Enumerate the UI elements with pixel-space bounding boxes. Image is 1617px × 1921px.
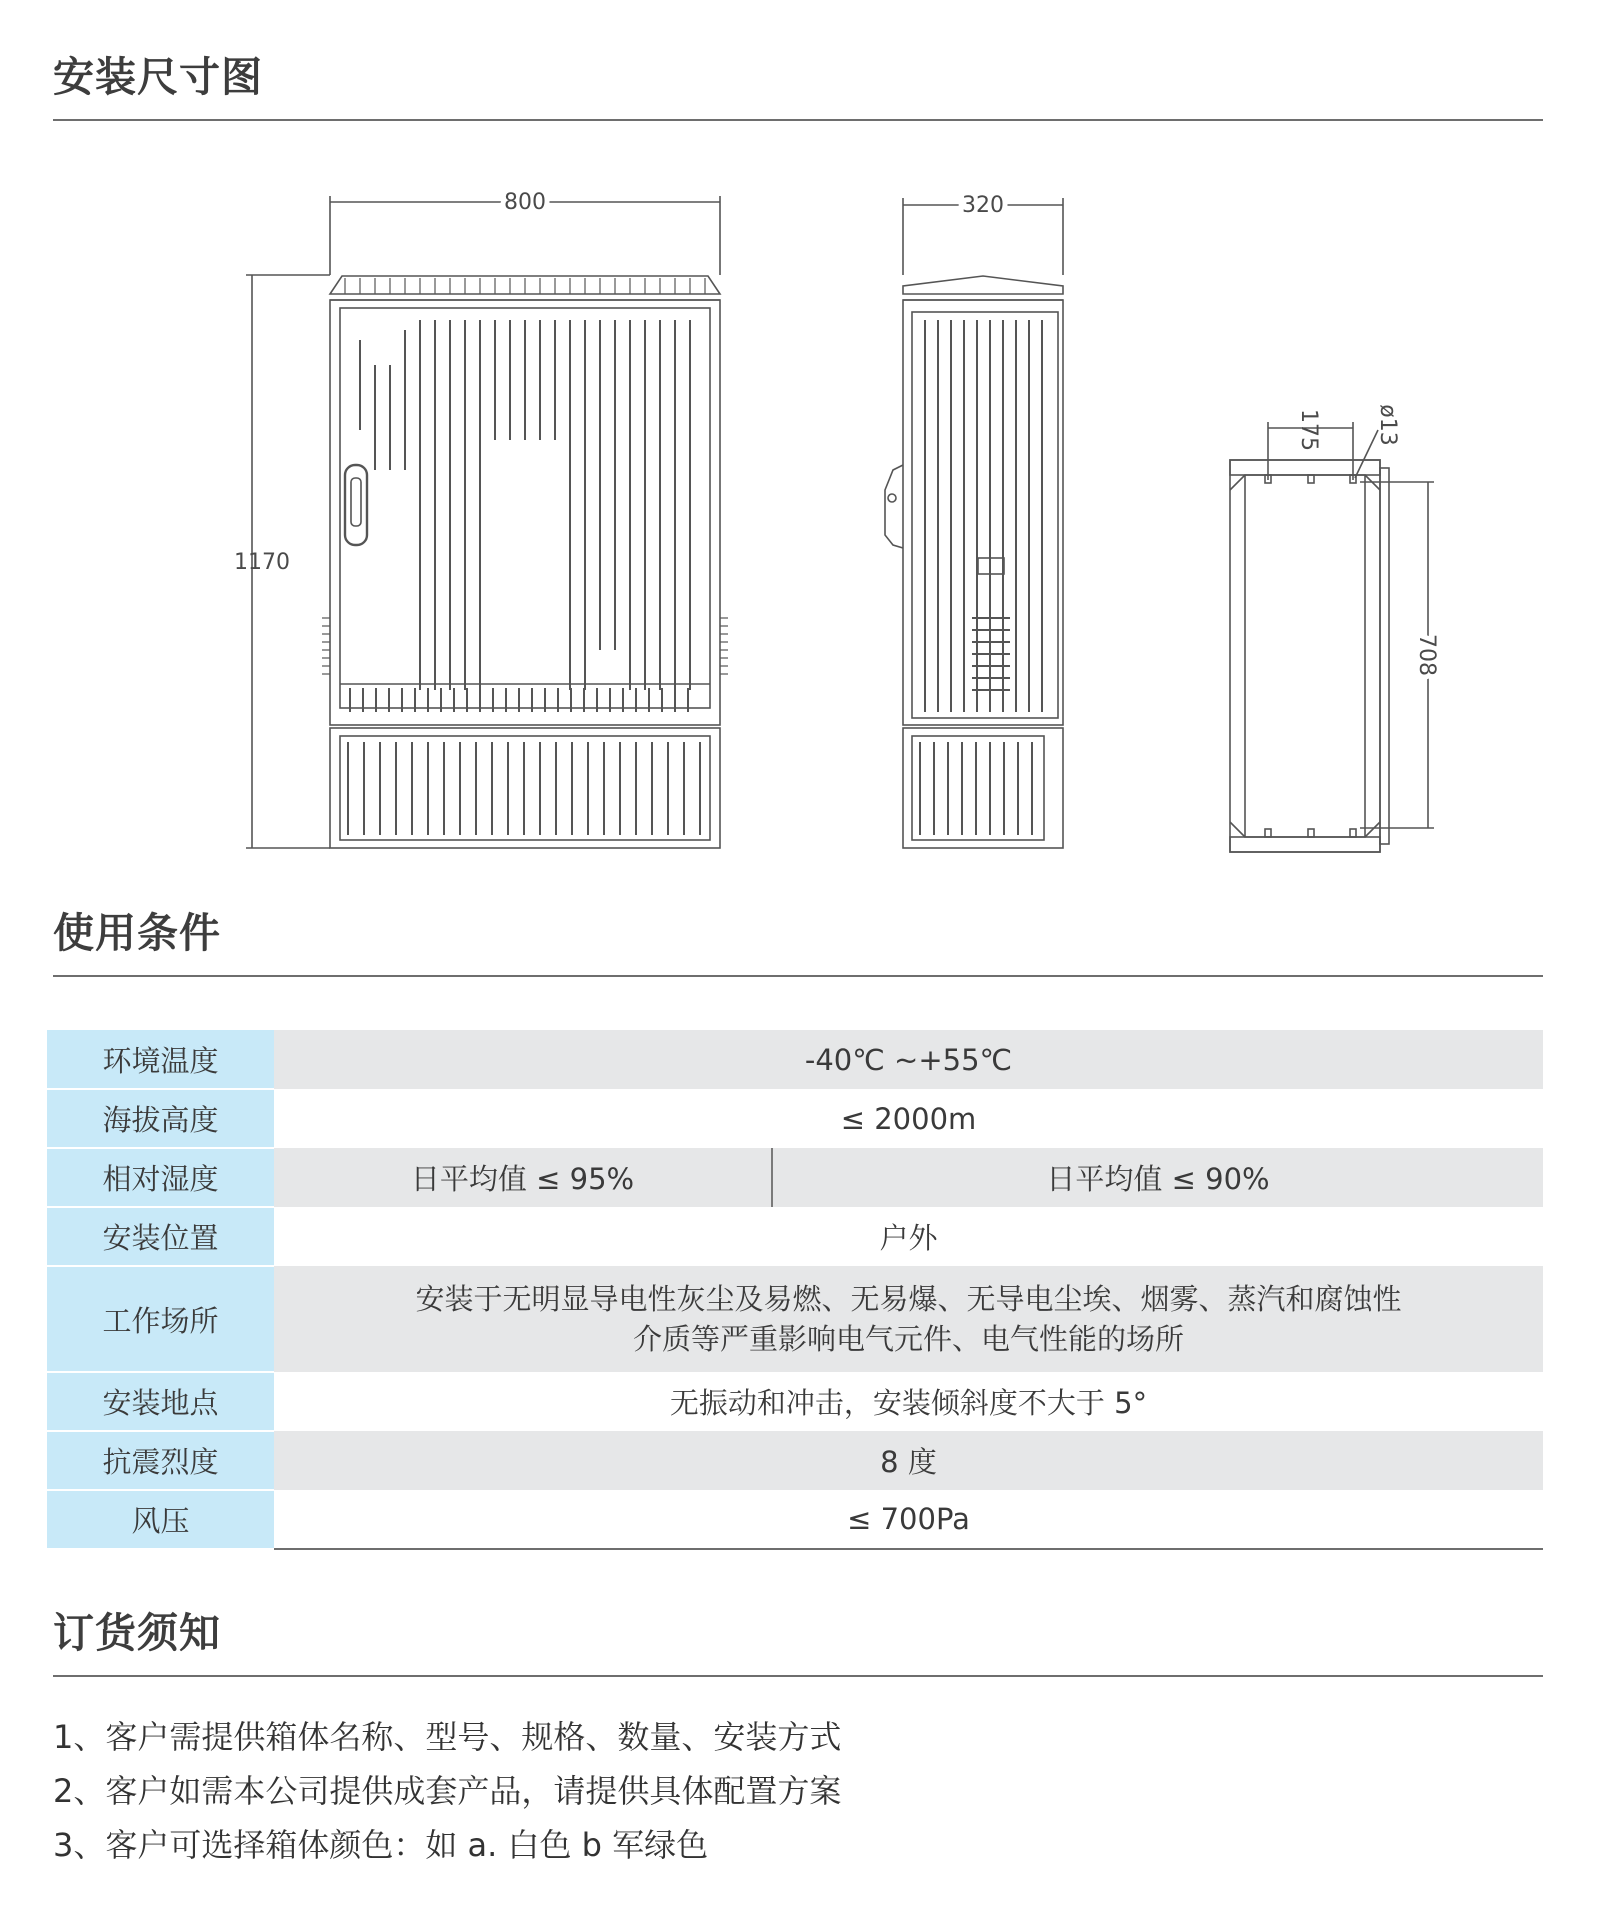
table-row xyxy=(47,1431,1543,1490)
row-label-temperature: 环境温度 xyxy=(47,1030,274,1089)
row-value-workplace xyxy=(274,1266,1543,1372)
row-value-install-site: 无振动和冲击，安装倾斜度不大于 5° xyxy=(274,1372,1543,1431)
install-title-divider xyxy=(53,119,1543,121)
row-value-humidity-left: 日平均值 ≤ 95% xyxy=(274,1148,772,1207)
workplace-line-1: 安装于无明显导电性灰尘及易燃、无易爆、无导电尘埃、烟雾、蒸汽和腐蚀性 xyxy=(415,1282,1402,1316)
dimension-drawings xyxy=(0,130,1617,900)
row-value-altitude: ≤ 2000m xyxy=(274,1089,1543,1148)
front-height-dimension: 1170 xyxy=(234,550,290,575)
row-value-humidity-right: 日平均值 ≤ 90% xyxy=(772,1148,1543,1207)
row-label-wind-pressure: 风压 xyxy=(47,1490,274,1549)
conditions-title-divider xyxy=(53,975,1543,977)
order-notes-title: 订货须知 xyxy=(53,1609,221,1657)
row-label-humidity: 相对湿度 xyxy=(47,1148,274,1207)
order-notes-list xyxy=(53,1710,841,1872)
base-length-dimension: 708 xyxy=(1414,634,1439,676)
table-row xyxy=(47,1490,1543,1549)
row-value-wind-pressure: ≤ 700Pa xyxy=(274,1490,1543,1549)
table-row xyxy=(47,1266,1543,1372)
row-label-install-site: 安装地点 xyxy=(47,1372,274,1431)
usage-conditions-title: 使用条件 xyxy=(53,909,221,957)
order-title-divider xyxy=(53,1675,1543,1677)
table-row xyxy=(47,1207,1543,1266)
side-depth-dimension: 320 xyxy=(962,193,1004,218)
row-value-location: 户外 xyxy=(274,1207,1543,1266)
list-item: 2、客户如需本公司提供成套产品，请提供具体配置方案 xyxy=(53,1772,842,1810)
row-label-location: 安装位置 xyxy=(47,1207,274,1266)
table-row xyxy=(47,1089,1543,1148)
row-label-altitude: 海拔高度 xyxy=(47,1089,274,1148)
workplace-line-2: 介质等严重影响电气元件、电气性能的场所 xyxy=(633,1322,1185,1356)
front-width-dimension: 800 xyxy=(504,190,546,215)
base-spacing-dimension: 175 xyxy=(1296,409,1321,451)
row-value-seismic: 8 度 xyxy=(274,1431,1543,1490)
hole-diameter-dimension: ø13 xyxy=(1375,404,1400,446)
front-view-drawing xyxy=(246,196,728,848)
install-dimension-title: 安装尺寸图 xyxy=(53,53,263,101)
table-row xyxy=(47,1030,1543,1089)
base-plan-drawing xyxy=(1230,422,1434,852)
table-row xyxy=(47,1148,1543,1207)
list-item: 1、客户需提供箱体名称、型号、规格、数量、安装方式 xyxy=(53,1718,842,1756)
conditions-table xyxy=(47,1030,1543,1550)
table-row xyxy=(47,1372,1543,1431)
row-value-temperature: -40℃ ~+55℃ xyxy=(274,1030,1543,1089)
side-view-drawing xyxy=(885,198,1063,848)
list-item: 3、客户可选择箱体颜色：如 a. 白色 b 军绿色 xyxy=(53,1826,709,1864)
row-label-workplace: 工作场所 xyxy=(47,1266,274,1372)
row-label-seismic: 抗震烈度 xyxy=(47,1431,274,1490)
